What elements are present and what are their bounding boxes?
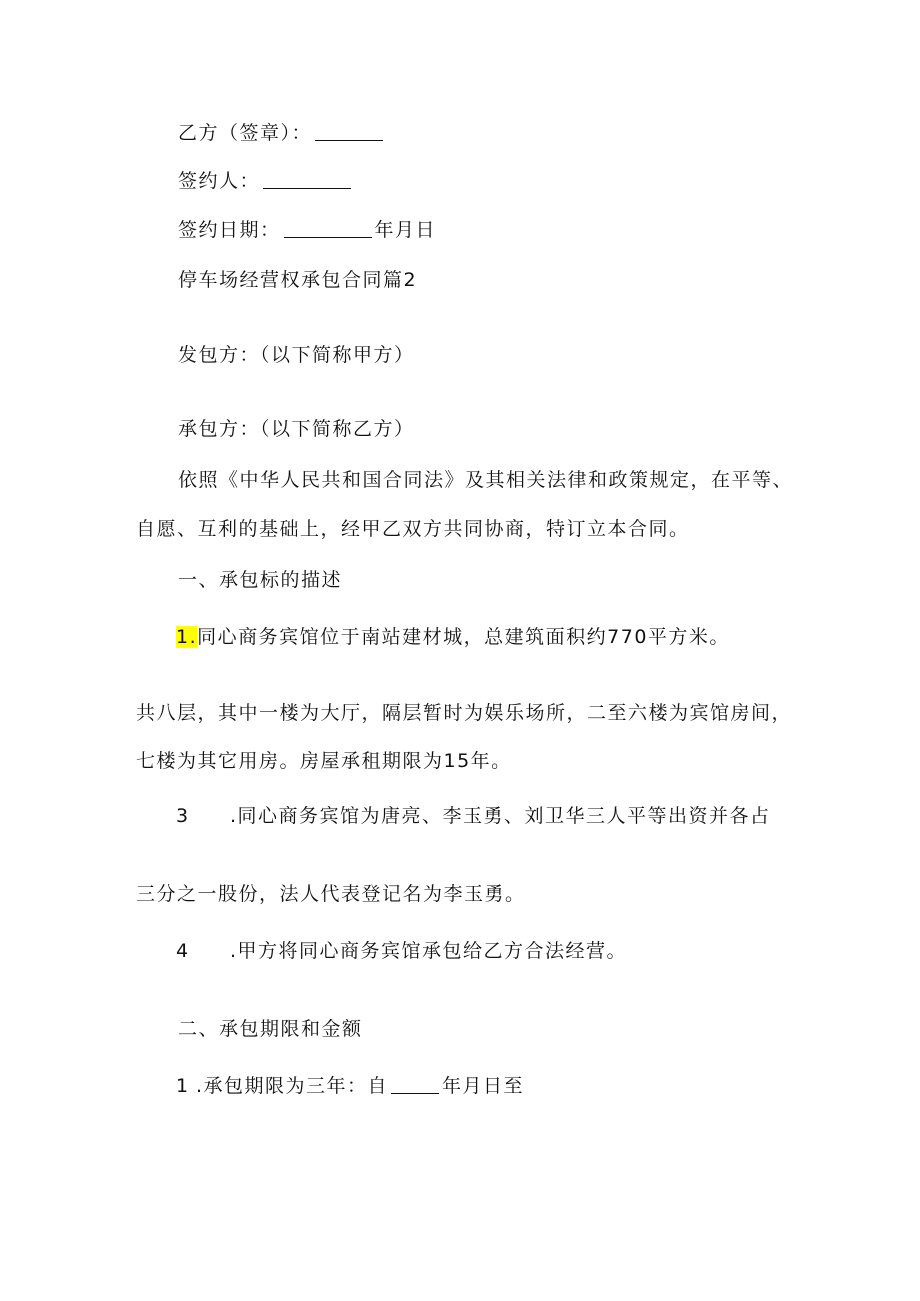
item-3-continuation: 三分之一股份，法人代表登记名为李玉勇。 [136, 883, 526, 905]
party-b-blank [315, 122, 383, 141]
sign-date-suffix: 年月日 [374, 219, 437, 241]
item-2-line-2: 七楼为其它用房。房屋承租期限为15年。 [136, 750, 512, 772]
sign-date-blank [284, 219, 372, 238]
issuer-line: 发包方：（以下简称甲方） [178, 344, 415, 366]
item-2-line-1: 共八层，其中一楼为大厅，隔层暂时为娱乐场所，二至六楼为宾馆房间， [136, 702, 793, 724]
signer-line [178, 168, 354, 194]
item-3-text: .同心商务宾馆为唐亮、李玉勇、刘卫华三人平等出资并各占 [230, 805, 771, 827]
party-b-signature-line [178, 120, 386, 146]
item-1-line [176, 624, 730, 650]
section-1-title: 一、承包标的描述 [178, 569, 343, 591]
intro-line-1: 依照《中华人民共和国合同法》及其相关法律和政策规定，在平等、 [178, 469, 794, 491]
term-suffix: 年月日至 [442, 1075, 525, 1097]
item-4-text: .甲方将同心商务宾馆承包给乙方合法经营。 [230, 940, 628, 962]
term-start-blank [391, 1075, 439, 1094]
contract-title: 停车场经营权承包合同篇2 [178, 269, 418, 291]
item-1-number: 1. [176, 626, 198, 648]
term-number: 1 [176, 1075, 190, 1097]
item-4-number: 4 [176, 940, 190, 962]
sign-date-label: 签约日期： [178, 219, 281, 241]
sign-date-line [178, 217, 436, 243]
item-1-text: 同心商务宾馆位于南站建材城，总建筑面积约770平方米。 [197, 626, 730, 648]
signer-label: 签约人： [178, 170, 261, 192]
party-b-label: 乙方（签章）： [178, 122, 313, 144]
intro-line-2: 自愿、互利的基础上，经甲乙双方共同协商，特订立本合同。 [136, 518, 690, 540]
term-text: .承包期限为三年：自 [196, 1075, 389, 1097]
contractor-line: 承包方：（以下简称乙方） [178, 418, 415, 440]
signer-blank [263, 170, 351, 189]
item-3-line [176, 803, 771, 829]
item-4-line [176, 938, 627, 964]
term-line [176, 1073, 524, 1099]
section-2-title: 二、承包期限和金额 [178, 1018, 363, 1040]
item-3-number: 3 [176, 805, 190, 827]
